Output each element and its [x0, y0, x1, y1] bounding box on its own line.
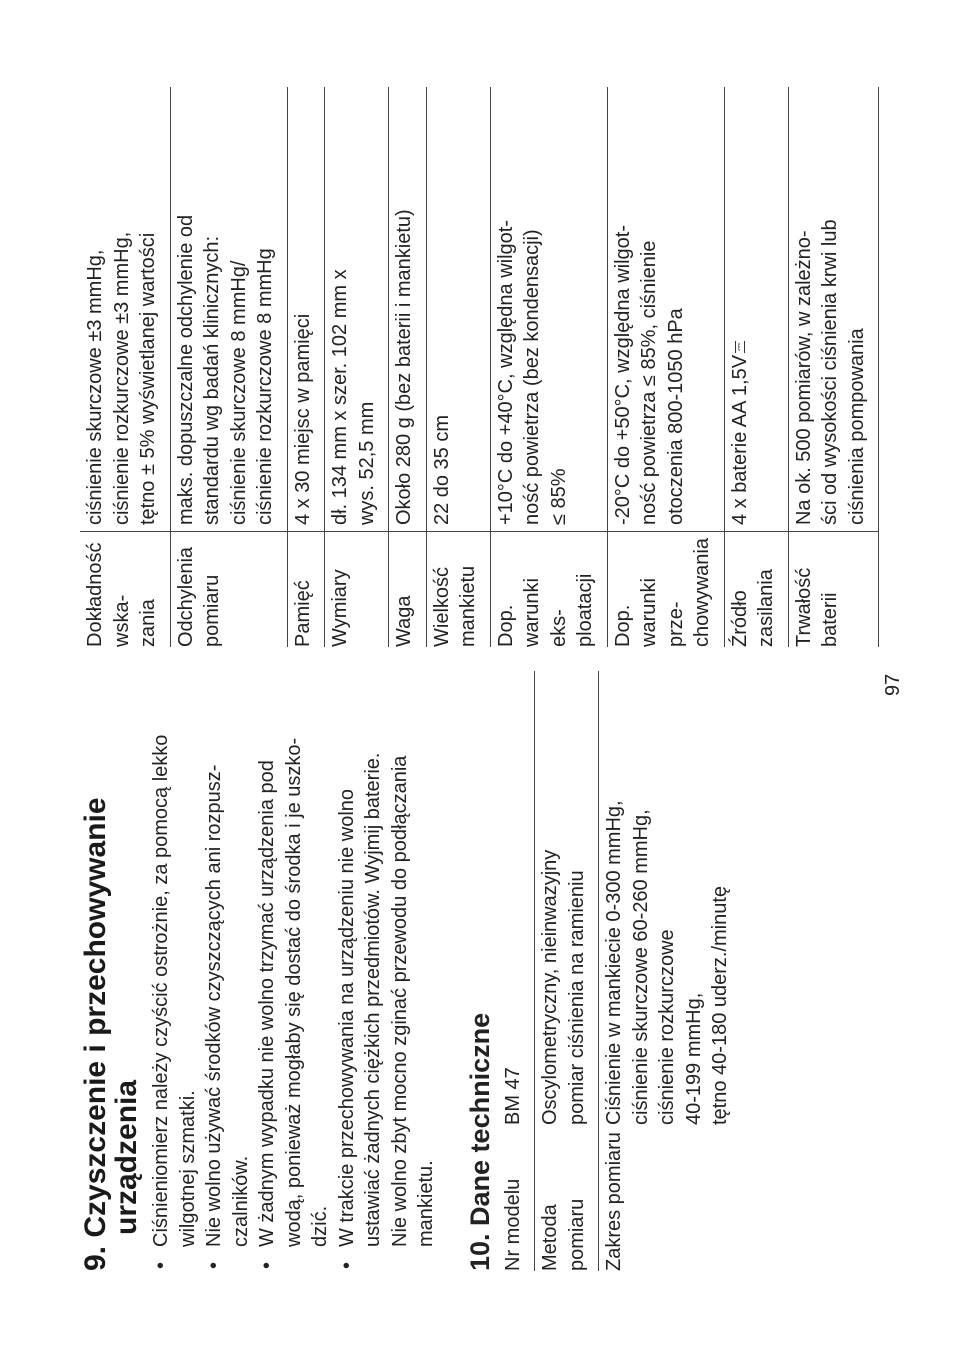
bullet-line: W żadnym wypadku nie wolno trzymać urządzenia pod [256, 760, 278, 1247]
bullet-item [148, 671, 201, 1271]
spec-value-line: ciśnienie skurczowe 8 mmHg/ [227, 260, 250, 526]
spec-label [788, 532, 879, 647]
spec-label [80, 532, 170, 647]
spec-row [389, 87, 427, 647]
spec-value [599, 671, 742, 1125]
spec-label [426, 532, 490, 647]
spec-row [287, 87, 325, 647]
section-9-heading-line1: 9. Czyszczenie i przechowywanie [79, 797, 112, 1271]
page-number: 97 [882, 673, 904, 696]
spec-label [325, 532, 389, 647]
cleaning-bullet-list [148, 671, 440, 1271]
spec-label-line: Dop. warunki prze- [611, 578, 687, 647]
spec-row [535, 671, 599, 1271]
spec-label-line: Dop. warunki eks- [494, 578, 570, 647]
spec-label-line: Nr modelu [501, 1178, 524, 1271]
spec-value-line: -20°C do +50°C, względna wilgot- [611, 225, 634, 526]
spec-label [287, 532, 325, 647]
bullet-line: mankietu. [415, 1160, 437, 1247]
spec-value-line: Ciśnienie w mankiecie 0-300 mmHg, [603, 800, 625, 1125]
bullet-icon: • [256, 1261, 278, 1269]
spec-label-line: Dokładność wska- [84, 542, 133, 647]
spec-value-line: maks. dopuszczalne odchylenie od [174, 214, 197, 526]
bullet-line: dzić. [309, 1205, 331, 1247]
spec-value-line: ność powietrza (bez kondensacji) [521, 229, 543, 526]
spec-value-line: BM 47 [501, 1067, 524, 1125]
spec-row [490, 87, 607, 647]
spec-label-line: ploatacji [574, 573, 596, 647]
spec-value-line: ≤ 85% [547, 468, 570, 526]
bullet-line: czalników. [229, 1155, 252, 1247]
spec-label-line: Pamięć [291, 580, 314, 647]
spec-value-line: ność powietrza ≤ 85%, ciśnienie [638, 240, 660, 526]
spec-value-line: ciśnienie rozkurczowe 8 mmHg [254, 248, 276, 526]
spec-row [788, 87, 879, 647]
dc-symbol-icon: ⎓ [734, 342, 746, 351]
bullet-item [201, 671, 254, 1271]
spec-value [607, 87, 724, 532]
right-column [80, 87, 879, 647]
bullet-icon: • [335, 1261, 358, 1269]
spec-value [287, 87, 325, 532]
spec-value-line: ciśnienia pompowania [845, 328, 868, 526]
spec-row [724, 87, 788, 647]
bullet-line: ustawiać żadnych ciężkich przedmiotów. Wyjmij baterie. [362, 752, 384, 1247]
bullet-icon: • [150, 1261, 172, 1269]
spec-value [788, 87, 879, 532]
spec-value [80, 87, 170, 532]
spec-row [170, 87, 287, 647]
spec-label-line: Trwałość baterii [792, 567, 841, 647]
spec-label-line: Waga [393, 595, 415, 647]
spec-value-line: 40-199 mmHg, [682, 992, 705, 1125]
section-cleaning [80, 671, 440, 1271]
spec-label-line: Wielkość mankietu [430, 565, 479, 647]
spec-value-line: Na ok. 500 pomiarów, w zależno- [792, 230, 815, 526]
specs-table-left [498, 671, 742, 1271]
spec-value-line: ciśnienie skurczowe ±3 mmHg, [84, 249, 106, 526]
spec-row [80, 87, 170, 647]
spec-value [170, 87, 287, 532]
spec-value-line: standardu wg badań klinicznych: [201, 235, 223, 526]
spec-value [325, 87, 389, 532]
spec-label [389, 532, 427, 647]
spec-label [170, 532, 287, 647]
spec-label [498, 1125, 535, 1271]
spec-label [724, 532, 788, 647]
section-9-heading [80, 671, 142, 1271]
spec-value-line: +10°C do +40°C, względna wilgot- [494, 219, 517, 526]
bullet-line: wilgotnej szmatki. [176, 1090, 199, 1247]
spec-row [607, 87, 724, 647]
spec-label-line: zania [137, 599, 159, 647]
section-10-heading: 10. Dane techniczne [464, 1012, 495, 1271]
bullet-line: wodą, ponieważ mogłaby się dostać do środka i je uszko- [282, 737, 305, 1247]
spec-value-line: 22 do 35 cm [430, 414, 453, 526]
bullet-line: Nie wolno używać środków czyszczących ani rozpusz- [203, 764, 225, 1247]
spec-value-line: otoczenia 800-1050 hPa [664, 308, 687, 526]
spec-label [599, 1125, 742, 1271]
bullet-item [334, 671, 440, 1271]
spec-value-line: pomiar ciśnienia na ramieniu [565, 870, 588, 1125]
spec-value-line: tętno ± 5% wyświetlanej wartości [137, 232, 159, 526]
spec-value-line: ciśnienie rozkurczowe ±3 mmHg, [110, 231, 133, 526]
spec-label-line: Źródło zasilania [728, 569, 777, 647]
bullet-line: Ciśnieniomierz należy czyścić ostrożnie, za pomocą lekko [150, 734, 172, 1247]
spec-value-line: Oscylometryczny, nieinwazyjny [539, 849, 561, 1125]
bullet-line: W trakcie przechowywania na urządzeniu nie wolno [335, 788, 358, 1247]
spec-label-line: chowywania [691, 538, 713, 647]
spec-label-line: Metoda pomiaru [539, 1198, 588, 1271]
bullet-item [254, 671, 334, 1271]
spec-row [498, 671, 535, 1271]
spec-value [535, 671, 599, 1125]
spec-value-line: ści od wysokości ciśnienia krwi lub [819, 219, 841, 526]
spec-value [724, 87, 788, 532]
spec-label-line: Zakres pomiaru [603, 1132, 625, 1271]
bullet-line: Nie wolno zbyt mocno zginać przewodu do podłączania [388, 755, 411, 1247]
spec-label [535, 1125, 599, 1271]
spec-value-line: Około 280 g (bez baterii i mankietu) [393, 209, 415, 526]
spec-label [490, 532, 607, 647]
spec-value-line: 4 x baterie AA 1,5V [728, 354, 751, 526]
spec-value [498, 671, 535, 1125]
spec-value [490, 87, 607, 532]
specs-table-right [80, 87, 879, 647]
spec-label-line: Wymiary [329, 569, 351, 647]
spec-value-line: wys. 52,5 mm [355, 401, 378, 526]
section-9-heading-line2: urządzenia [110, 1079, 143, 1235]
spec-row [426, 87, 490, 647]
spec-label [607, 532, 724, 647]
spec-value-line: tętno 40-180 uderz./minutę [709, 885, 731, 1125]
spec-label-line: Odchylenia pomiaru [174, 546, 223, 647]
spec-value-line: ciśnienie skurczowe 60-260 mmHg, [629, 809, 652, 1125]
bullet-icon: • [203, 1261, 225, 1269]
spec-value-line: dł. 134 mm x szer. 102 mm x [329, 269, 351, 526]
spec-row [599, 671, 742, 1271]
spec-value-line: ciśnienie rozkurczowe [656, 929, 678, 1125]
left-column [80, 671, 742, 1271]
spec-value [426, 87, 490, 532]
spec-value-line: 4 x 30 miejsc w pamięci [291, 313, 314, 526]
spec-row [325, 87, 389, 647]
spec-value [389, 87, 427, 532]
